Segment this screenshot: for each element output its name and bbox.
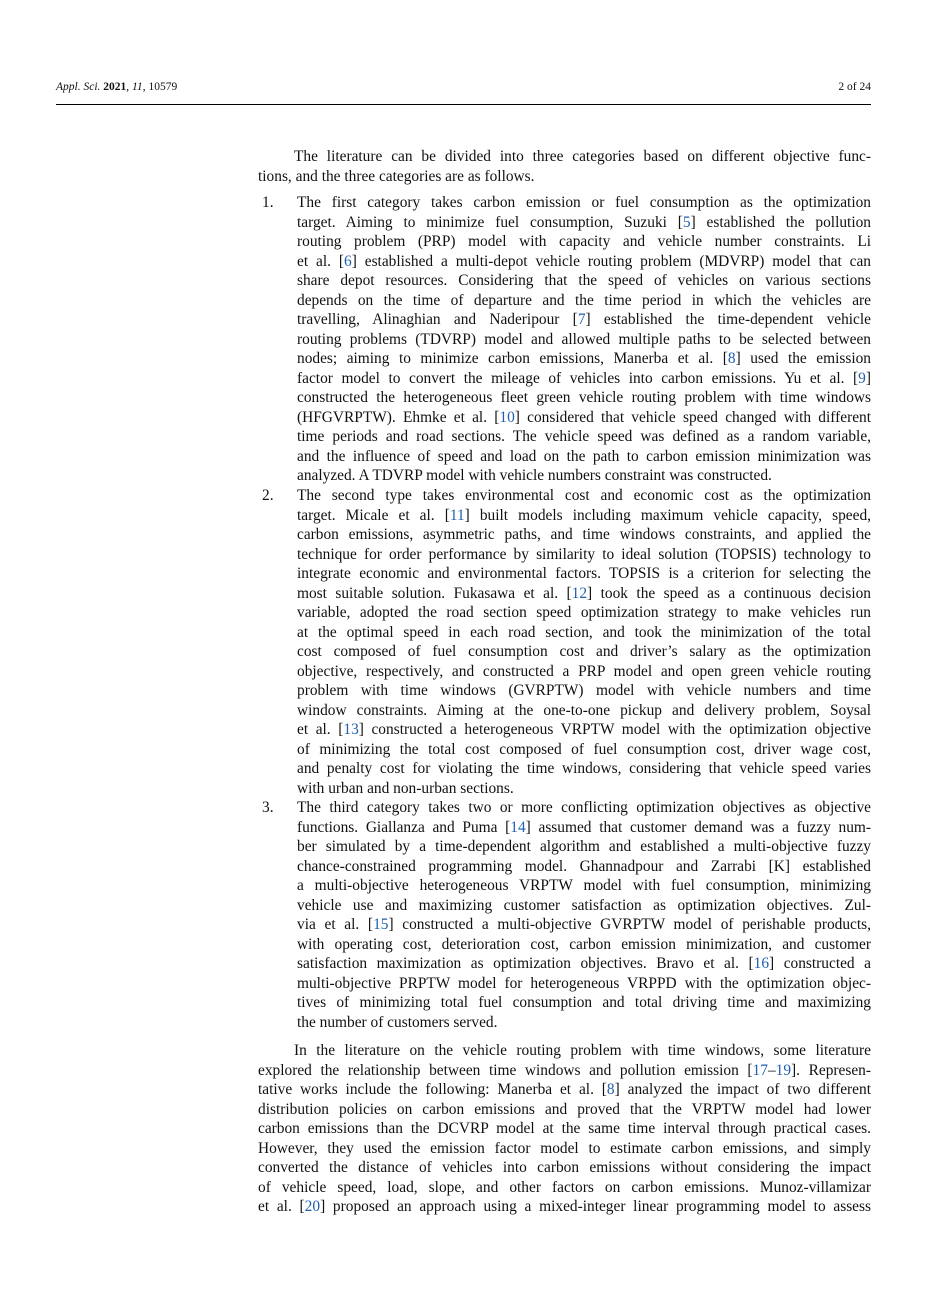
citation-link[interactable]: 11 — [449, 506, 465, 524]
text-line: The third category takes two or more conflicting optimization objectives as objective — [297, 799, 871, 816]
page-number: 2 of 24 — [838, 81, 871, 93]
text-line: objective, respectively, and constructed a PRP model and open green vehicle routing — [297, 662, 871, 680]
text-line: technique for order performance by similarity to ideal solution (TOPSIS) technology to — [297, 545, 871, 563]
text-line: with urban and non-urban sections. — [297, 779, 514, 797]
list-item — [262, 193, 871, 486]
citation-link[interactable]: 14 — [510, 818, 526, 836]
text-line: problem with time windows (GVRPTW) model with vehicle numbers and time — [297, 682, 871, 699]
text-line: et al. [20] proposed an approach using a mixed-integer linear programming model to assess — [258, 1198, 871, 1215]
text-line: of minimizing the total cost composed of fuel consumption cost, driver wage cost, — [297, 740, 871, 758]
text-line: window constraints. Aiming at the one-to-one pickup and delivery problem, Soysal — [297, 701, 871, 719]
list-number: 1. — [262, 194, 274, 211]
text-line: tions, and the three categories are as follows. — [258, 167, 535, 185]
text-line: factor model to convert the mileage of vehicles into carbon emissions. Yu et al. [9] — [297, 369, 871, 387]
text-line: multi-objective PRPTW model for heterogeneous VRPPD with the optimization objec- — [297, 974, 871, 992]
text-line: constructed the heterogeneous fleet green vehicle routing problem with time windows — [297, 389, 871, 406]
citation-link[interactable]: 15 — [373, 916, 389, 933]
text-line: In the literature on the vehicle routing problem with time windows, some literature — [294, 1042, 871, 1059]
citation-link[interactable]: 12 — [571, 584, 588, 602]
text-line: However, they used the emission factor model to estimate carbon emissions, and simply — [258, 1139, 871, 1157]
volume: 11 — [132, 81, 143, 93]
text-line: tative works include the following: Manerba et al. [8] analyzed the impact of two different — [258, 1081, 871, 1098]
running-header — [56, 81, 871, 97]
header-rule — [56, 104, 871, 105]
citation-link[interactable]: 6 — [344, 252, 352, 270]
text-line: routing problem (PRP) model with capacity and vehicle number constraints. Li — [297, 233, 871, 250]
citation-link[interactable]: 8 — [727, 350, 736, 367]
citation-link[interactable]: 20 — [304, 1198, 321, 1215]
citation-link[interactable]: 8 — [606, 1081, 615, 1098]
citation-link[interactable]: 13 — [343, 721, 359, 738]
list-number: 3. — [262, 799, 274, 816]
text-line: and the influence of speed and load on the path to carbon emission minimization was — [297, 447, 871, 465]
text-line: travelling, Alinaghian and Naderipour [7] established the time-dependent vehicle — [297, 311, 871, 328]
text-line: routing problems (TDVRP) model and allowed multiple paths to be selected between — [297, 330, 871, 348]
citation-link[interactable]: 19 — [775, 1061, 792, 1079]
list-item — [262, 798, 871, 1032]
text-line: target. Micale et al. [11] built models including maximum vehicle capacity, speed, — [297, 506, 871, 524]
text-line: tives of minimizing total fuel consumption and total driving time and maximizing — [297, 994, 871, 1011]
text-line: nodes; aiming to minimize carbon emissions, Manerba et al. [8] used the emission — [297, 350, 871, 367]
text-line: carbon emissions, asymmetric paths, and time windows constraints, and applied the — [297, 526, 871, 543]
article-number: 10579 — [148, 81, 178, 93]
text-line: analyzed. A TDVRP model with vehicle numbers constraint was constructed. — [297, 467, 772, 484]
citation-link[interactable]: 17 — [752, 1061, 768, 1079]
text-line: (HFGVRPTW). Ehmke et al. [10] considered that vehicle speed changed with different — [297, 408, 871, 426]
text-line: converted the distance of vehicles into carbon emissions without considering the impact — [258, 1159, 871, 1176]
text-line: the number of customers served. — [297, 1013, 498, 1031]
text-line: distribution policies on carbon emissions and proved that the VRPTW model had lower — [258, 1100, 871, 1118]
journal-citation: Appl. Sci. 2021, 11, 10579 — [56, 81, 178, 93]
text-line: carbon emissions than the DCVRP model at the same time interval through practical cases. — [258, 1120, 871, 1137]
text-line: depends on the time of departure and the time period in which the vehicles are — [297, 291, 871, 309]
journal-name: Appl. Sci. — [56, 81, 101, 93]
body-paragraph — [258, 1041, 871, 1217]
text-line: target. Aiming to minimize fuel consumption, Suzuki [5] established the pollution — [297, 213, 871, 231]
intro-paragraph — [258, 147, 871, 186]
text-line: chance-constrained programming model. Ghannadpour and Zarrabi [K] established — [297, 857, 871, 875]
text-line: and penalty cost for violating the time windows, considering that vehicle speed varies — [297, 760, 871, 777]
citation-link[interactable]: 7 — [577, 311, 586, 328]
text-line: explored the relationship between time windows and pollution emission [17–19]. Represen- — [258, 1061, 871, 1079]
text-line: The second type takes environmental cost and economic cost as the optimization — [297, 487, 871, 504]
text-line: et al. [13] constructed a heterogeneous VRPTW model with the optimization objective — [297, 721, 871, 738]
text-line: with operating cost, deterioration cost, carbon emission minimization, and customer — [297, 935, 871, 953]
text-line: most suitable solution. Fukasawa et al. [12] took the speed as a continuous decision — [297, 584, 871, 602]
citation-link[interactable]: 9 — [858, 369, 866, 387]
citation-link[interactable]: 10 — [499, 408, 515, 426]
citation-link[interactable]: 16 — [753, 955, 770, 972]
year: 2021 — [103, 81, 127, 93]
text-line: satisfaction maximization as optimization objectives. Bravo et al. [16] constructed a — [297, 955, 871, 972]
text-line: a multi-objective heterogeneous VRPTW model with fuel consumption, minimizing — [297, 877, 871, 894]
text-line: cost composed of fuel consumption cost and driver’s salary as the optimization — [297, 643, 871, 660]
list-number: 2. — [262, 487, 274, 504]
text-line: variable, adopted the road section speed optimization strategy to make vehicles run — [297, 604, 871, 621]
text-line: integrate economic and environmental factors. TOPSIS is a criterion for selecting the — [297, 565, 871, 582]
text-line: et al. [6] established a multi-depot vehicle routing problem (MDVRP) model that can — [297, 252, 871, 270]
text-line: The literature can be divided into three categories based on different objective func- — [294, 148, 871, 165]
text-line: The first category takes carbon emission or fuel consumption as the optimization — [297, 194, 871, 211]
text-line: functions. Giallanza and Puma [14] assumed that customer demand was a fuzzy num- — [297, 818, 871, 836]
list-item — [262, 486, 871, 798]
citation-link[interactable]: 5 — [682, 213, 691, 231]
text-line: ber simulated by a time-dependent algorithm and established a multi-objective fuzzy — [297, 838, 871, 855]
text-line: time periods and road sections. The vehicle speed was defined as a random variable, — [297, 428, 871, 445]
text-line: share depot resources. Considering that the speed of vehicles on various sections — [297, 272, 871, 289]
text-line: of vehicle speed, load, slope, and other factors on carbon emissions. Munoz-villamizar — [258, 1178, 871, 1196]
text-line: at the optimal speed in each road section, and took the minimization of the total — [297, 623, 871, 641]
text-line: vehicle use and maximizing customer satisfaction as optimization objectives. Zul- — [297, 896, 871, 914]
text-line: via et al. [15] constructed a multi-objective GVRPTW model of perishable products, — [297, 916, 871, 933]
